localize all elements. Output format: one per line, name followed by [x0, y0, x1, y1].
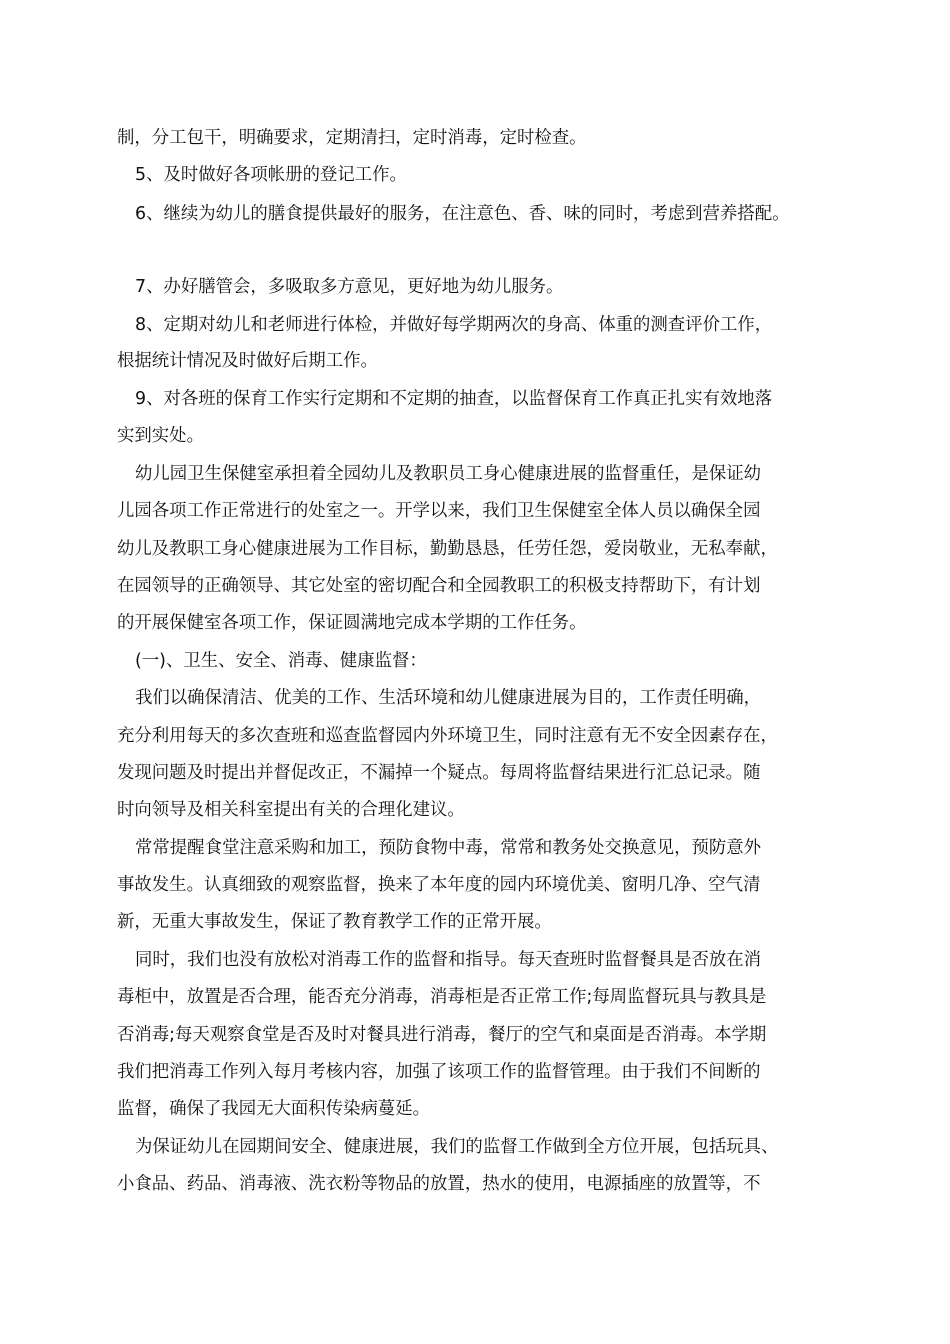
text-line: 幼儿及教职工身心健康进展为工作目标，勤勤恳恳，任劳任怨，爱岗敬业，无私奉献，	[117, 539, 778, 559]
text-line: 事故发生。认真细致的观察监督，换来了本年度的园内环境优美、窗明几净、空气清	[117, 875, 761, 895]
text-line: 为保证幼儿在园期间安全、健康进展，我们的监督工作做到全方位开展，包括玩具、	[135, 1137, 779, 1157]
text-line: 时向领导及相关科室提出有关的合理化建议。	[117, 800, 465, 820]
text-line: 毒柜中，放置是否合理，能否充分消毒，消毒柜是否正常工作;每周监督玩具与教具是	[117, 987, 767, 1007]
text-line: 新，无重大事故发生，保证了教育教学工作的正常开展。	[117, 912, 552, 932]
text-line: 我们把消毒工作列入每月考核内容，加强了该项工作的监督管理。由于我们不间断的	[117, 1062, 761, 1082]
text-line: 充分利用每天的多次查班和巡查监督园内外环境卫生，同时注意有无不安全因素存在，	[117, 726, 778, 746]
text-line: 发现问题及时提出并督促改正，不漏掉一个疑点。每周将监督结果进行汇总记录。随	[117, 763, 761, 783]
text-line: 的开展保健室各项工作，保证圆满地完成本学期的工作任务。	[117, 613, 587, 633]
text-line: 幼儿园卫生保健室承担着全园幼儿及教职员工身心健康进展的监督重任，是保证幼	[135, 464, 762, 484]
text-line: 实到实处。	[117, 426, 204, 446]
text-line: 9、对各班的保育工作实行定期和不定期的抽查，以监督保育工作真正扎实有效地落	[135, 389, 773, 409]
text-line: 8、定期对幼儿和老师进行体检，并做好每学期两次的身高、体重的测查评价工作，	[135, 315, 773, 335]
text-line: 小食品、药品、消毒液、洗衣粉等物品的放置，热水的使用，电源插座的放置等，不	[117, 1174, 761, 1194]
text-line: 在园领导的正确领导、其它处室的密切配合和全园教职工的积极支持帮助下，有计划	[117, 576, 761, 596]
text-line: 否消毒;每天观察食堂是否及时对餐具进行消毒，餐厅的空气和桌面是否消毒。本学期	[117, 1025, 767, 1045]
text-line: 制，分工包干，明确要求，定期清扫，定时消毒，定时检查。	[117, 128, 587, 148]
text-line: 7、办好膳管会，多吸取多方意见，更好地为幼儿服务。	[135, 277, 564, 297]
section-heading: (一)、卫生、安全、消毒、健康监督：	[135, 651, 427, 671]
text-line: 儿园各项工作正常进行的处室之一。开学以来，我们卫生保健室全体人员以确保全园	[117, 501, 761, 521]
text-line: 同时，我们也没有放松对消毒工作的监督和指导。每天查班时监督餐具是否放在消	[135, 950, 762, 970]
text-line: 5、及时做好各项帐册的登记工作。	[135, 165, 407, 185]
text-line: 常常提醒食堂注意采购和加工，预防食物中毒，常常和教务处交换意见，预防意外	[135, 838, 762, 858]
text-line: 6、继续为幼儿的膳食提供最好的服务，在注意色、香、味的同时，考虑到营养搭配。	[135, 204, 790, 224]
text-line: 根据统计情况及时做好后期工作。	[117, 351, 378, 371]
text-line: 我们以确保清洁、优美的工作、生活环境和幼儿健康进展为目的，工作责任明确，	[135, 688, 762, 708]
text-line: 监督，确保了我园无大面积传染病蔓延。	[117, 1099, 431, 1119]
